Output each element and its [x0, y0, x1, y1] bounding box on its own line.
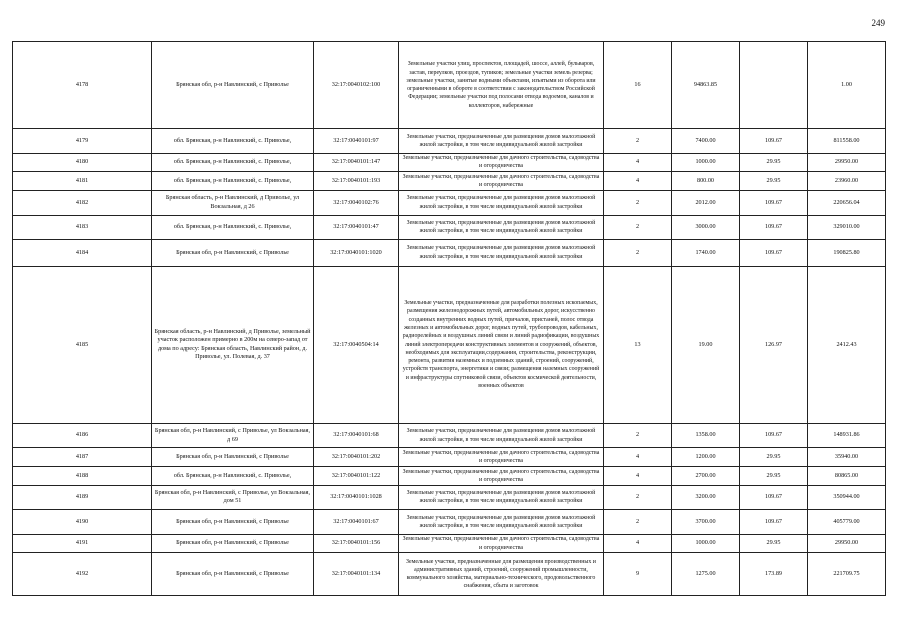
area-cell: 1358.00 — [672, 423, 740, 447]
land-use-description-cell: Земельные участки, предназначенные для дачного строительства, садоводства и огородничества — [399, 534, 604, 553]
specific-value-cell: 29.95 — [740, 153, 808, 172]
area-cell: 3000.00 — [672, 215, 740, 239]
table-row — [13, 129, 886, 153]
cadastral-value-cell: 405779.00 — [808, 510, 886, 534]
area-cell: 7400.00 — [672, 129, 740, 153]
cadastral-value-cell: 329010.00 — [808, 215, 886, 239]
use-group-cell: 4 — [604, 153, 672, 172]
use-group-cell: 4 — [604, 172, 672, 191]
table-row — [13, 467, 886, 486]
row-number: 4179 — [13, 129, 152, 153]
cadastral-number-cell: 32:17:0040101:1020 — [314, 239, 399, 266]
address-cell: Брянская обл, р-н Навлинский, с Приволье — [152, 553, 314, 596]
land-use-description-cell: Земельные участки, предназначенные для размещения домов малоэтажной жилой застройки, в том числе индивидуальной жилой застройки — [399, 191, 604, 215]
table-row — [13, 485, 886, 509]
address-cell: Брянская обл, р-н Навлинский, с Приволье — [152, 510, 314, 534]
address-cell: обл. Брянская, р-н Навлинский, с. Приволье, — [152, 467, 314, 486]
table-row — [13, 266, 886, 423]
cadastral-value-cell: 148931.86 — [808, 423, 886, 447]
cadastral-value-cell: 1.00 — [808, 42, 886, 129]
cadastral-number-cell: 32:17:0040101:68 — [314, 423, 399, 447]
use-group-cell: 16 — [604, 42, 672, 129]
area-cell: 800.00 — [672, 172, 740, 191]
address-cell: обл. Брянская, р-н Навлинский, с. Приволье, — [152, 129, 314, 153]
cadastral-value-cell: 23960.00 — [808, 172, 886, 191]
table-row — [13, 534, 886, 553]
cadastral-number-cell: 32:17:0040101:147 — [314, 153, 399, 172]
cadastral-value-cell: 811558.00 — [808, 129, 886, 153]
address-cell: Брянская обл, р-н Навлинский, с Приволье — [152, 239, 314, 266]
cadastral-value-cell: 35940.00 — [808, 448, 886, 467]
use-group-cell: 2 — [604, 239, 672, 266]
area-cell: 1275.00 — [672, 553, 740, 596]
area-cell: 94863.85 — [672, 42, 740, 129]
land-use-description-cell: Земельные участки, предназначенные для дачного строительства, садоводства и огородничества — [399, 467, 604, 486]
specific-value-cell: 109.67 — [740, 239, 808, 266]
specific-value-cell: 109.67 — [740, 510, 808, 534]
use-group-cell: 2 — [604, 423, 672, 447]
cadastral-value-cell: 2412.43 — [808, 266, 886, 423]
table-row — [13, 423, 886, 447]
row-number: 4192 — [13, 553, 152, 596]
address-cell: обл. Брянская, р-н Навлинский, с. Приволье, — [152, 215, 314, 239]
row-number: 4181 — [13, 172, 152, 191]
specific-value-cell: 109.67 — [740, 191, 808, 215]
row-number: 4183 — [13, 215, 152, 239]
table-row — [13, 215, 886, 239]
address-cell: обл. Брянская, р-н Навлинский, с. Приволье, — [152, 172, 314, 191]
table-row — [13, 172, 886, 191]
cadastral-number-cell: 32:17:0040101:134 — [314, 553, 399, 596]
cadastral-value-cell: 29950.00 — [808, 153, 886, 172]
table-row — [13, 553, 886, 596]
use-group-cell: 2 — [604, 191, 672, 215]
use-group-cell: 13 — [604, 266, 672, 423]
cadastral-value-cell: 80865.00 — [808, 467, 886, 486]
specific-value-cell: 29.95 — [740, 467, 808, 486]
address-cell: Брянская обл, р-н Навлинский, с Приволье — [152, 42, 314, 129]
cadastral-number-cell: 32:17:0040101:156 — [314, 534, 399, 553]
address-cell: Брянская обл, р-н Навлинский, с Приволье, ул Вокзальная, д 69 — [152, 423, 314, 447]
table-row — [13, 153, 886, 172]
table-body — [13, 42, 886, 596]
cadastral-value-cell: 220656.04 — [808, 191, 886, 215]
land-use-description-cell: Земельные участки, предназначенные для размещения домов малоэтажной жилой застройки, в том числе индивидуальной жилой застройки — [399, 510, 604, 534]
cadastral-value-cell: 350944.00 — [808, 485, 886, 509]
area-cell: 1000.00 — [672, 534, 740, 553]
page-number: 249 — [871, 18, 885, 28]
specific-value-cell: 126.97 — [740, 266, 808, 423]
specific-value-cell: 109.67 — [740, 129, 808, 153]
cadastral-value-cell: 29950.00 — [808, 534, 886, 553]
cadastral-number-cell: 32:17:0040504:14 — [314, 266, 399, 423]
land-use-description-cell: Земельные участки, предназначенные для дачного строительства, садоводства и огородничества — [399, 153, 604, 172]
row-number: 4180 — [13, 153, 152, 172]
area-cell: 1200.00 — [672, 448, 740, 467]
cadastral-number-cell: 32:17:0040101:47 — [314, 215, 399, 239]
land-use-description-cell: Земельные участки, предназначенные для дачного строительства, садоводства и огородничества — [399, 172, 604, 191]
use-group-cell: 2 — [604, 129, 672, 153]
land-use-description-cell: Земельные участки, предназначенные для размещения домов малоэтажной жилой застройки, в том числе индивидуальной жилой застройки — [399, 485, 604, 509]
specific-value-cell: 29.95 — [740, 534, 808, 553]
cadastral-number-cell: 32:17:0040101:1028 — [314, 485, 399, 509]
area-cell: 3200.00 — [672, 485, 740, 509]
cadastral-value-cell: 190825.80 — [808, 239, 886, 266]
address-cell: Брянская обл, р-н Навлинский, с Приволье, ул Вокзальная, дом 51 — [152, 485, 314, 509]
land-use-description-cell: Земельные участки улиц, проспектов, площадей, шоссе, аллей, бульваров, застав, переулков, проездов, тупиков; земельные участки земель резерва; земельные участки, занятые водными объектами, изъятыми из оборота или ограниченными в обороте в соответствии с законодательством Российской Федерации; земельные участки под полосами отвода водоемов, каналов и коллекторов, набережные — [399, 42, 604, 129]
use-group-cell: 2 — [604, 215, 672, 239]
use-group-cell: 9 — [604, 553, 672, 596]
row-number: 4188 — [13, 467, 152, 486]
cadastral-number-cell: 32:17:0040101:67 — [314, 510, 399, 534]
row-number: 4178 — [13, 42, 152, 129]
land-use-description-cell: Земельные участки, предназначенные для размещения домов малоэтажной жилой застройки, в том числе индивидуальной жилой застройки — [399, 239, 604, 266]
cadastral-number-cell: 32:17:0040101:122 — [314, 467, 399, 486]
specific-value-cell: 109.67 — [740, 215, 808, 239]
address-cell: Брянская область, р-н Навлинский, д Приволье, земельный участок расположен примерно в 200м на северо-запад от дома по адресу: Брянская область, Навлинский район, д. Приволье, ул. Полевая, д. 37 — [152, 266, 314, 423]
row-number: 4186 — [13, 423, 152, 447]
table-row — [13, 42, 886, 129]
use-group-cell: 2 — [604, 485, 672, 509]
cadastral-number-cell: 32:17:0040101:202 — [314, 448, 399, 467]
row-number: 4184 — [13, 239, 152, 266]
cadastral-number-cell: 32:17:0040101:193 — [314, 172, 399, 191]
land-use-description-cell: Земельные участки, предназначенные для размещения домов малоэтажной жилой застройки, в том числе индивидуальной жилой застройки — [399, 129, 604, 153]
row-number: 4190 — [13, 510, 152, 534]
cadastral-value-table — [12, 41, 886, 596]
address-cell: Брянская обл, р-н Навлинский, с Приволье — [152, 448, 314, 467]
use-group-cell: 2 — [604, 510, 672, 534]
area-cell: 2700.00 — [672, 467, 740, 486]
cadastral-value-cell: 221709.75 — [808, 553, 886, 596]
land-use-description-cell: Земельные участки, предназначенные для размещения домов малоэтажной жилой застройки, в том числе индивидуальной жилой застройки — [399, 423, 604, 447]
cadastral-number-cell: 32:17:0040101:97 — [314, 129, 399, 153]
address-cell: Брянская область, р-н Навлинский, д Приволье, ул Вокзальная, д 26 — [152, 191, 314, 215]
cadastral-number-cell: 32:17:0040102:76 — [314, 191, 399, 215]
cadastral-number-cell: 32:17:0040102:100 — [314, 42, 399, 129]
use-group-cell: 4 — [604, 448, 672, 467]
specific-value-cell — [740, 42, 808, 129]
row-number: 4189 — [13, 485, 152, 509]
table-row — [13, 239, 886, 266]
use-group-cell: 4 — [604, 534, 672, 553]
land-use-description-cell: Земельные участки, предназначенные для размещения производственных и административных зданий, строений, сооружений промышленности, коммунального хозяйства, материально-технического, продовольственного снабжения, сбыта и заготовок — [399, 553, 604, 596]
land-use-description-cell: Земельные участки, предназначенные для дачного строительства, садоводства и огородничества — [399, 448, 604, 467]
area-cell: 3700.00 — [672, 510, 740, 534]
specific-value-cell: 109.67 — [740, 485, 808, 509]
specific-value-cell: 29.95 — [740, 172, 808, 191]
address-cell: обл. Брянская, р-н Навлинский, с. Приволье, — [152, 153, 314, 172]
table-row — [13, 510, 886, 534]
area-cell: 1000.00 — [672, 153, 740, 172]
table-row — [13, 191, 886, 215]
specific-value-cell: 29.95 — [740, 448, 808, 467]
land-use-description-cell: Земельные участки, предназначенные для размещения домов малоэтажной жилой застройки, в том числе индивидуальной жилой застройки — [399, 215, 604, 239]
area-cell: 1740.00 — [672, 239, 740, 266]
row-number: 4191 — [13, 534, 152, 553]
row-number: 4187 — [13, 448, 152, 467]
specific-value-cell: 109.67 — [740, 423, 808, 447]
area-cell: 2012.00 — [672, 191, 740, 215]
specific-value-cell: 173.89 — [740, 553, 808, 596]
use-group-cell: 4 — [604, 467, 672, 486]
row-number: 4185 — [13, 266, 152, 423]
table-row — [13, 448, 886, 467]
address-cell: Брянская обл, р-н Навлинский, с Приволье — [152, 534, 314, 553]
land-use-description-cell: Земельные участки, предназначенные для разработки полезных ископаемых, размещения железнодорожных путей, автомобильных дорог, искусственно созданных внутренних водных путей, причалов, пристаней, полос отвода железных и автомобильных дорог, водных путей, трубопроводов, кабельных, радиорелейных и воздушных линий связи и линий радиофикации, воздушных линий электропередачи конструктивных элементов и сооружений, объектов, необходимых для эксплуатации,содержания, строительства, реконструкции, ремонта, развития наземных и подземных зданий, строений, сооружений, устройств транспорта, энергетики и связи; размещения наземных сооружений и инфраструктуры спутниковой связи, объектов космической деятельности, военных объектов — [399, 266, 604, 423]
area-cell: 19.00 — [672, 266, 740, 423]
row-number: 4182 — [13, 191, 152, 215]
